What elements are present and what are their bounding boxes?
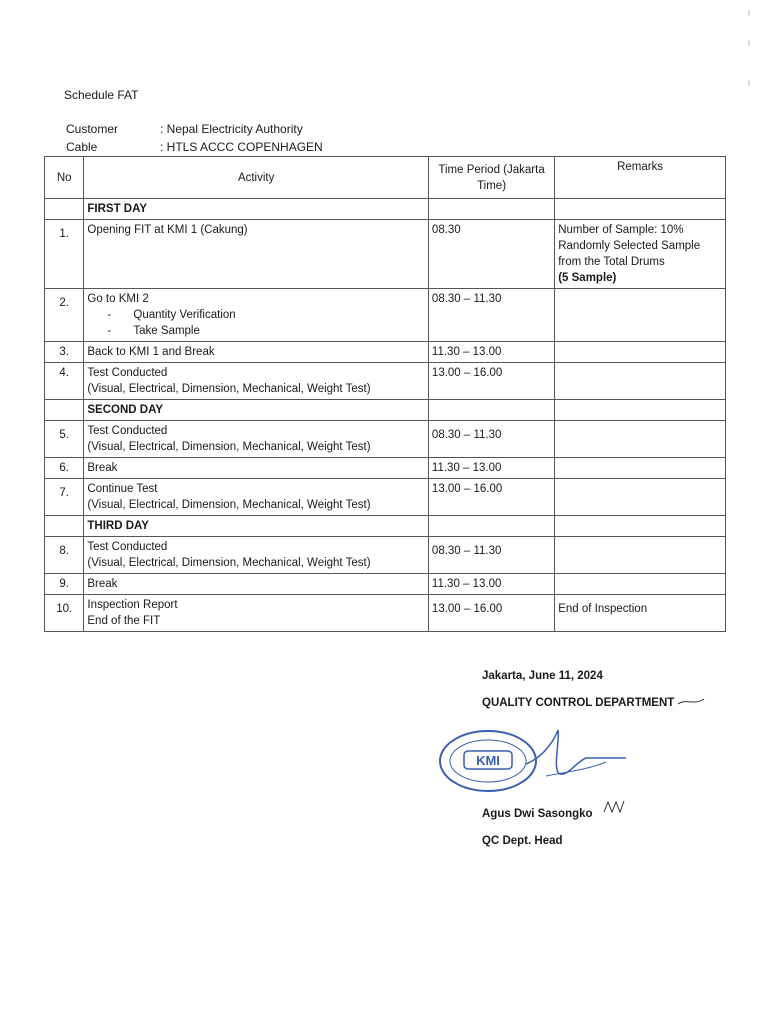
row-time: 11.30 – 13.00 — [428, 458, 554, 479]
stamp-logo: KMI — [476, 753, 500, 768]
row-no: 7. — [45, 479, 84, 516]
table-row — [45, 595, 726, 632]
row-no: 6. — [45, 458, 84, 479]
table-header-row — [45, 157, 726, 199]
row-time: 08.30 – 11.30 — [428, 421, 554, 458]
row-remarks — [555, 537, 726, 574]
activity-sub: - Take Sample — [107, 325, 200, 337]
row-activity: Inspection Report End of the FIT — [84, 595, 429, 632]
signature-flourish-icon — [676, 696, 706, 708]
table-row — [45, 342, 726, 363]
row-no: 3. — [45, 342, 84, 363]
row-time: 13.00 – 16.00 — [428, 595, 554, 632]
department-name: QUALITY CONTROL DEPARTMENT — [482, 697, 675, 709]
header-no: No — [45, 157, 84, 199]
row-no: 8. — [45, 537, 84, 574]
row-no: 10. — [45, 595, 84, 632]
page-title: Schedule FAT — [64, 88, 139, 102]
customer-value: : Nepal Electricity Authority — [160, 122, 303, 136]
row-activity: Test Conducted (Visual, Electrical, Dimension, Mechanical, Weight Test) — [84, 363, 429, 400]
row-no: 5. — [45, 421, 84, 458]
table-row — [45, 220, 726, 289]
header-remarks: Remarks — [555, 157, 726, 199]
table-row — [45, 479, 726, 516]
table-row — [45, 363, 726, 400]
day-label: THIRD DAY — [84, 516, 429, 537]
row-time: 08.30 – 11.30 — [428, 537, 554, 574]
row-time: 08.30 — [428, 220, 554, 289]
row-no: 1. — [45, 220, 84, 289]
customer-line — [66, 122, 303, 136]
remarks-text: Number of Sample: 10% Randomly Selected Sample from the Total Drums — [558, 224, 701, 268]
row-remarks — [555, 342, 726, 363]
signatory-position: QC Dept. Head — [482, 835, 563, 847]
day-row — [45, 199, 726, 220]
scan-mark-icon — [746, 10, 752, 130]
day-row — [45, 400, 726, 421]
row-activity: Break — [84, 458, 429, 479]
day-label: FIRST DAY — [84, 199, 429, 220]
row-activity: Test Conducted (Visual, Electrical, Dimension, Mechanical, Weight Test) — [84, 421, 429, 458]
cable-line — [66, 140, 323, 154]
row-time: 13.00 – 16.00 — [428, 479, 554, 516]
schedule-table — [44, 156, 726, 632]
table-row — [45, 458, 726, 479]
row-no: 2. — [45, 289, 84, 342]
row-remarks — [555, 289, 726, 342]
initials-icon — [602, 798, 628, 816]
row-remarks — [555, 421, 726, 458]
cable-value: : HTLS ACCC COPENHAGEN — [160, 140, 323, 154]
table-row — [45, 421, 726, 458]
row-remarks — [555, 574, 726, 595]
row-activity: Back to KMI 1 and Break — [84, 342, 429, 363]
row-activity: Break — [84, 574, 429, 595]
row-time: 11.30 – 13.00 — [428, 574, 554, 595]
bullet-dash: - — [107, 325, 112, 337]
row-activity: Test Conducted (Visual, Electrical, Dimension, Mechanical, Weight Test) — [84, 537, 429, 574]
row-no: 9. — [45, 574, 84, 595]
row-no: 4. — [45, 363, 84, 400]
header-time: Time Period (Jakarta Time) — [428, 157, 554, 199]
row-activity: Opening FIT at KMI 1 (Cakung) — [84, 220, 429, 289]
row-time: 11.30 – 13.00 — [428, 342, 554, 363]
row-time: 13.00 – 16.00 — [428, 363, 554, 400]
signature-date: Jakarta, June 11, 2024 — [482, 670, 603, 682]
day-label: SECOND DAY — [84, 400, 429, 421]
bullet-dash: - — [107, 309, 112, 321]
row-remarks — [555, 458, 726, 479]
table-row — [45, 574, 726, 595]
row-activity — [84, 289, 429, 342]
activity-sub: - Quantity Verification — [107, 309, 236, 321]
table-row — [45, 289, 726, 342]
customer-label: Customer — [66, 122, 119, 136]
row-remarks: End of Inspection — [555, 595, 726, 632]
table-row — [45, 537, 726, 574]
remarks-bold: (5 Sample) — [558, 272, 617, 284]
row-remarks — [555, 220, 726, 289]
header-activity: Activity — [84, 157, 429, 199]
signature-stroke — [526, 730, 626, 774]
company-stamp-icon — [436, 726, 636, 796]
row-activity: Continue Test (Visual, Electrical, Dimension, Mechanical, Weight Test) — [84, 479, 429, 516]
cable-label: Cable — [66, 140, 98, 154]
row-time: 08.30 – 11.30 — [428, 289, 554, 342]
row-remarks — [555, 363, 726, 400]
activity-main: Go to KMI 2 — [87, 293, 149, 305]
signatory-name: Agus Dwi Sasongko — [482, 808, 593, 820]
day-row — [45, 516, 726, 537]
row-remarks — [555, 479, 726, 516]
